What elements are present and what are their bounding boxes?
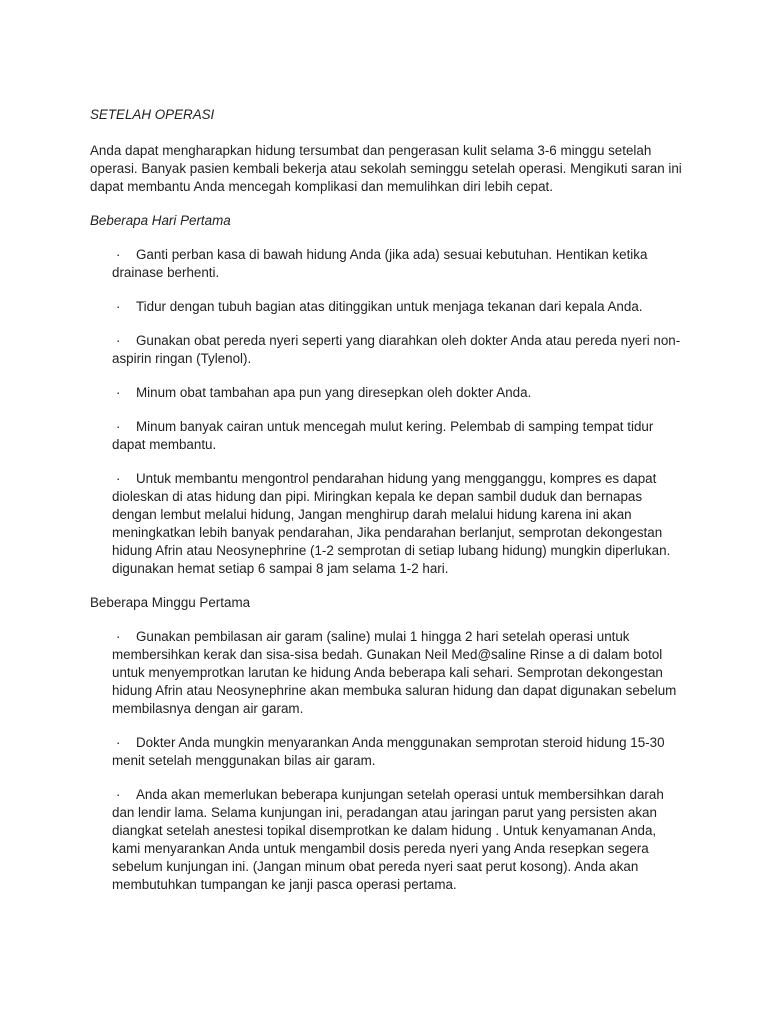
- list-item: · Ganti perban kasa di bawah hidung Anda (jika ada) sesuai kebutuhan. Hentikan ketika drainase berhenti.: [112, 247, 648, 280]
- list-item: · Minum obat tambahan apa pun yang diresepkan oleh dokter Anda.: [112, 384, 682, 402]
- list-item: · Untuk membantu mengontrol pendarahan hidung yang mengganggu, kompres es dapat dioleskan di atas hidung dan pipi. Miringkan kepala ke depan sambil duduk dan bernapas dengan lembut melalui hidung, Jangan menghirup darah melalui hidung karena ini akan meningkatkan lebih banyak pendarahan, Jika pendarahan berlanjut, semprotan dekongestan hidung Afrin atau Neosynephrine (1-2 semprotan di setiap lubang hidung) mungkin diperlukan. digunakan hemat setiap 6 sampai 8 jam selama 1-2 hari.: [112, 471, 671, 576]
- bullet-glyph: ·: [116, 419, 121, 434]
- bullet-glyph: ·: [116, 735, 121, 750]
- section-heading-first-weeks: Beberapa Minggu Pertama: [90, 595, 251, 610]
- list-first-days: [90, 246, 682, 578]
- list-item: · Dokter Anda mungkin menyarankan Anda menggunakan semprotan steroid hidung 15-30 menit setelah menggunakan bilas air garam.: [112, 735, 665, 768]
- bullet-glyph: ·: [116, 471, 121, 486]
- bullet-glyph: ·: [116, 385, 121, 400]
- document-title: SETELAH OPERASI: [90, 107, 215, 122]
- list-item: · Gunakan obat pereda nyeri seperti yang diarahkan oleh dokter Anda atau pereda nyeri non-aspirin ringan (Tylenol).: [112, 333, 681, 366]
- document-page: [90, 106, 682, 910]
- bullet-glyph: ·: [116, 299, 121, 314]
- section-heading-first-days: Beberapa Hari Pertama: [90, 213, 231, 228]
- intro-paragraph: Anda dapat mengharapkan hidung tersumbat dan pengerasan kulit selama 3-6 minggu setelah operasi. Banyak pasien kembali bekerja atau sekolah seminggu setelah operasi. Mengikuti saran ini dapat membantu Anda mencegah komplikasi dan memulihkan diri lebih cepat.: [90, 143, 682, 194]
- list-item: · Anda akan memerlukan beberapa kunjungan setelah operasi untuk membersihkan darah dan lendir lama. Selama kunjungan ini, peradangan atau jaringan parut yang persisten akan diangkat setelah anestesi topikal disemprotkan ke dalam hidung . Untuk kenyamanan Anda, kami menyarankan Anda untuk mengambil dosis pereda nyeri yang Anda resepkan segera sebelum kunjungan ini. (Jangan minum obat pereda nyeri saat perut kosong). Anda akan membutuhkan tumpangan ke janji pasca operasi pertama.: [112, 787, 664, 892]
- list-first-weeks: [90, 628, 682, 894]
- bullet-glyph: ·: [116, 247, 121, 262]
- list-item: · Minum banyak cairan untuk mencegah mulut kering. Pelembab di samping tempat tidur dapat membantu.: [112, 419, 654, 452]
- list-item: · Tidur dengan tubuh bagian atas ditinggikan untuk menjaga tekanan dari kepala Anda.: [112, 298, 682, 316]
- bullet-glyph: ·: [116, 629, 121, 644]
- bullet-glyph: ·: [116, 333, 121, 348]
- bullet-glyph: ·: [116, 787, 121, 802]
- list-item: · Gunakan pembilasan air garam (saline) mulai 1 hingga 2 hari setelah operasi untuk membersihkan kerak dan sisa-sisa bedah. Gunakan Neil Med@saline Rinse a di dalam botol untuk menyemprotkan larutan ke hidung Anda beberapa kali sehari. Semprotan dekongestan hidung Afrin atau Neosynephrine akan membuka saluran hidung dan dapat digunakan sebelum membilasnya dengan air garam.: [112, 629, 677, 716]
